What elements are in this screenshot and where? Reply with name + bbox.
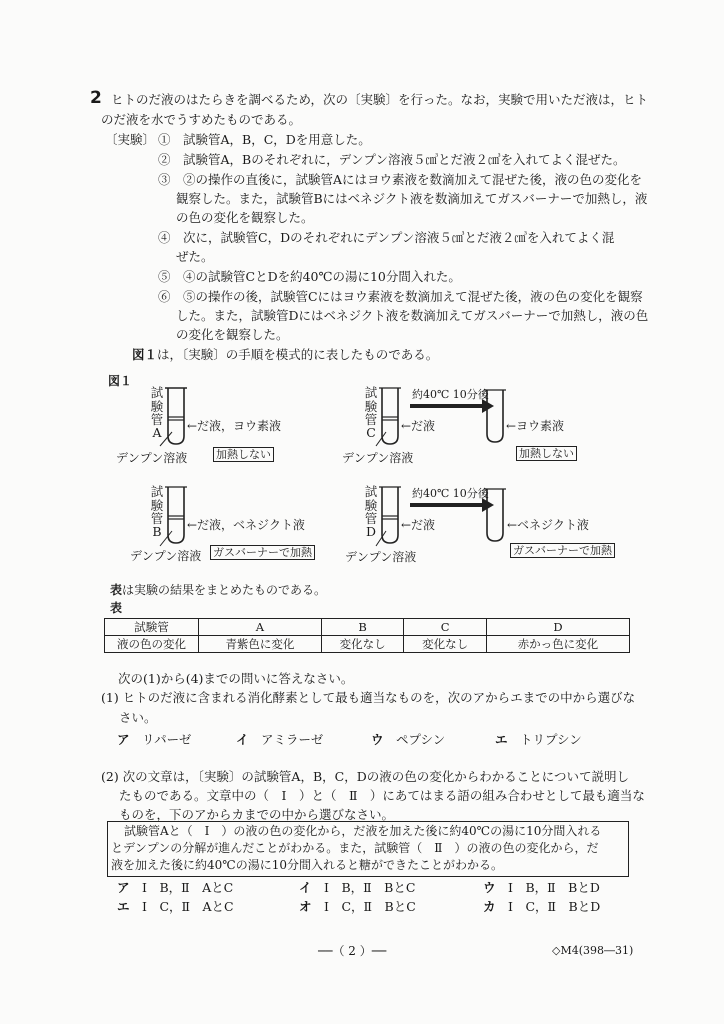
tube-C-saliva: ←だ液 <box>401 419 436 433</box>
tube-B-starch: デンプン溶液 <box>130 549 202 563</box>
q2-choice-b-mark: イ <box>299 880 312 895</box>
table-header-cell: C <box>404 619 487 636</box>
arrow-D-label: 約40℃ 10分後 <box>412 487 489 500</box>
step-6-cont-1: した。また，試験管Dにはベネジクト液を数滴加えてガスバーナーで加熱し，液の色 <box>176 308 649 323</box>
q1-choice-d[interactable] <box>495 731 582 748</box>
figure-intro-text: は，〔実験〕の手順を模式的に表したものである。 <box>157 347 439 362</box>
q2-choice-f-text: Ⅰ C，Ⅱ BとD <box>508 899 601 914</box>
q2-line3: ものを，下のアからカまでの中から選びなさい。 <box>119 807 395 822</box>
step-2: ② 試験管A，Bのそれぞれに，デンプン溶液５㎤とだ液２㎤を入れてよく混ぜた。 <box>158 152 626 167</box>
q1-choice-d-text: トリプシン <box>520 732 582 747</box>
table-cell: 青紫色に変化 <box>199 636 322 653</box>
tube-B-letter: B <box>152 524 162 539</box>
arrow-C-label: 約40℃ 10分後 <box>412 388 489 401</box>
q1-choice-a-text: リパーゼ <box>142 732 192 747</box>
tube-B-shape <box>165 487 187 543</box>
tube-C-iodine: ←ヨウ素液 <box>506 419 565 433</box>
tube-C-starch: デンプン溶液 <box>342 451 414 465</box>
tube-A-letter: A <box>152 425 162 440</box>
q2-choice-c-mark: ウ <box>483 880 496 895</box>
step-3: ③ ②の操作の直後に，試験管Aにはヨウ素液を数滴加えて混ぜた後，液の色の変化を <box>158 172 643 187</box>
step-6: ⑥ ⑤の操作の後，試験管Cにはヨウ素液を数滴加えて混ぜた後，液の色の変化を観察 <box>158 289 643 304</box>
tube-D-word: 試験管 <box>364 484 378 526</box>
q1-choice-d-mark: エ <box>495 732 508 747</box>
q2-choice-b[interactable] <box>299 879 415 896</box>
tube-C-shape <box>379 388 401 444</box>
q1-choice-c-text: ペプシン <box>396 732 446 747</box>
question-intro-line2: のだ液を水でうすめたものである。 <box>101 112 302 127</box>
tube-A-reagents: ←だ液，ヨウ素液 <box>187 419 282 433</box>
tube-C-letter: C <box>366 425 376 440</box>
tube-A-word: 試験管 <box>150 385 164 427</box>
instructions: 次の(1)から(4)までの問いに答えなさい。 <box>118 671 354 686</box>
q2-passage-line3: 液を加えた後に約40℃の湯に10分間入れると糖ができたことがわかる。 <box>111 858 503 872</box>
step-3-cont-2: の色の変化を観察した。 <box>176 210 314 225</box>
q2-passage-line2: とデンプンの分解が進んだことがわかる。また，試験管（ Ⅱ ）の液の色の変化から，だ <box>111 841 599 855</box>
tube-D-benedict: ←ベネジクト液 <box>507 518 589 532</box>
question-number: 2 <box>90 88 102 108</box>
tube-B-burner: ガスバーナーで加熱 <box>210 545 315 560</box>
q1-choice-a[interactable] <box>117 731 191 748</box>
table-intro-text: は実験の結果をまとめたものである。 <box>122 583 327 597</box>
q2-choice-f-mark: カ <box>483 899 496 914</box>
q2-choice-c-text: Ⅰ B，Ⅱ BとD <box>508 880 600 895</box>
q2-choice-e-mark: オ <box>299 899 312 914</box>
q2-choice-f[interactable] <box>483 898 600 915</box>
table-header-cell: B <box>321 619 404 636</box>
q2-choice-a-text: Ⅰ B，Ⅱ AとC <box>142 880 234 895</box>
table-cell: 赤かっ色に変化 <box>486 636 629 653</box>
tube-A-no-heat: 加熱しない <box>213 447 274 462</box>
q1-choice-a-mark: ア <box>117 732 130 747</box>
table-label: 表 <box>110 601 123 615</box>
tube-D-burner: ガスバーナーで加熱 <box>510 543 615 558</box>
tube-C-no-heat: 加熱しない <box>516 446 577 461</box>
q2-choice-c[interactable] <box>483 879 600 896</box>
q1-choice-c-mark: ウ <box>371 732 384 747</box>
table-row <box>105 636 630 653</box>
q2-passage-line1: 試験管Aと（ Ⅰ ）の液の色の変化から，だ液を加えた後に約40℃の湯に10分間入れる <box>124 824 602 838</box>
q1-line2: さい。 <box>119 710 157 725</box>
tube-B-word: 試験管 <box>150 484 164 526</box>
table-header-row <box>105 619 630 636</box>
table-header-cell: D <box>486 619 629 636</box>
tube-D-starch: デンプン溶液 <box>345 550 417 564</box>
table-intro-bold: 表 <box>110 583 123 597</box>
results-table <box>104 618 630 653</box>
step-1: ① 試験管A，B，C，Dを用意した。 <box>158 132 371 147</box>
page-number: ──（ 2 ）── <box>318 944 387 958</box>
q1-line1: (1) ヒトのだ液に含まれる消化酵素として最も適当なものを，次のアからエまでの中から選びな <box>101 690 636 705</box>
q2-choice-e[interactable] <box>299 898 416 915</box>
figure-label: 図１ <box>108 374 133 388</box>
table-intro <box>110 582 326 598</box>
q2-choice-e-text: Ⅰ C，Ⅱ BとC <box>324 899 416 914</box>
step-6-cont-2: の変化を観察した。 <box>176 327 289 342</box>
experiment-label: 〔実験〕 <box>105 132 156 147</box>
tube-D-shape <box>379 487 401 543</box>
step-5: ⑤ ④の試験管CとDを約40℃の湯に10分間入れた。 <box>158 269 461 284</box>
q2-choice-d-text: Ⅰ C，Ⅱ AとC <box>142 899 234 914</box>
tube-A-starch: デンプン溶液 <box>116 451 188 465</box>
step-4: ④ 次に，試験管C，Dのそれぞれにデンプン溶液５㎤とだ液２㎤を入れてよく混 <box>158 230 615 245</box>
table-cell: 液の色の変化 <box>105 636 199 653</box>
tube-B-reagents: ←だ液，ベネジクト液 <box>187 518 305 532</box>
q2-line1: (2) 次の文章は，〔実験〕の試験管A，B，C，Dの液の色の変化からわかることについて説明し <box>101 769 629 784</box>
table-header-cell: 試験管 <box>105 619 199 636</box>
exam-code: ◇M4(398―31) <box>552 944 634 957</box>
q1-choice-b[interactable] <box>236 731 323 748</box>
step-4-cont: ぜた。 <box>176 249 214 264</box>
q2-choice-b-text: Ⅰ B，Ⅱ BとC <box>324 880 416 895</box>
q1-choice-b-mark: イ <box>236 732 249 747</box>
table-cell: 変化なし <box>321 636 404 653</box>
tube-C-word: 試験管 <box>364 385 378 427</box>
q2-choice-a[interactable] <box>117 879 233 896</box>
q1-choice-c[interactable] <box>371 731 445 748</box>
q2-choice-a-mark: ア <box>117 880 130 895</box>
q2-choice-d[interactable] <box>117 898 234 915</box>
figure-intro-bold: 図１ <box>132 347 158 362</box>
table-header-cell: A <box>199 619 322 636</box>
q2-line2: たものである。文章中の（ Ⅰ ）と（ Ⅱ ）にあてはまる語の組み合わせとして最も適当な <box>119 788 645 803</box>
q1-choice-b-text: アミラーゼ <box>261 732 324 747</box>
q2-choice-d-mark: エ <box>117 899 130 914</box>
step-3-cont-1: 観察した。また，試験管Bにはベネジクト液を数滴加えてガスバーナーで加熱し，液 <box>176 191 648 206</box>
question-intro-line1: ヒトのだ液のはたらきを調べるため，次の〔実験〕を行った。なお，実験で用いただ液は，ヒト <box>111 92 649 107</box>
tube-D-letter: D <box>365 524 377 539</box>
tube-D-saliva: ←だ液 <box>401 518 436 532</box>
table-cell: 変化なし <box>404 636 487 653</box>
